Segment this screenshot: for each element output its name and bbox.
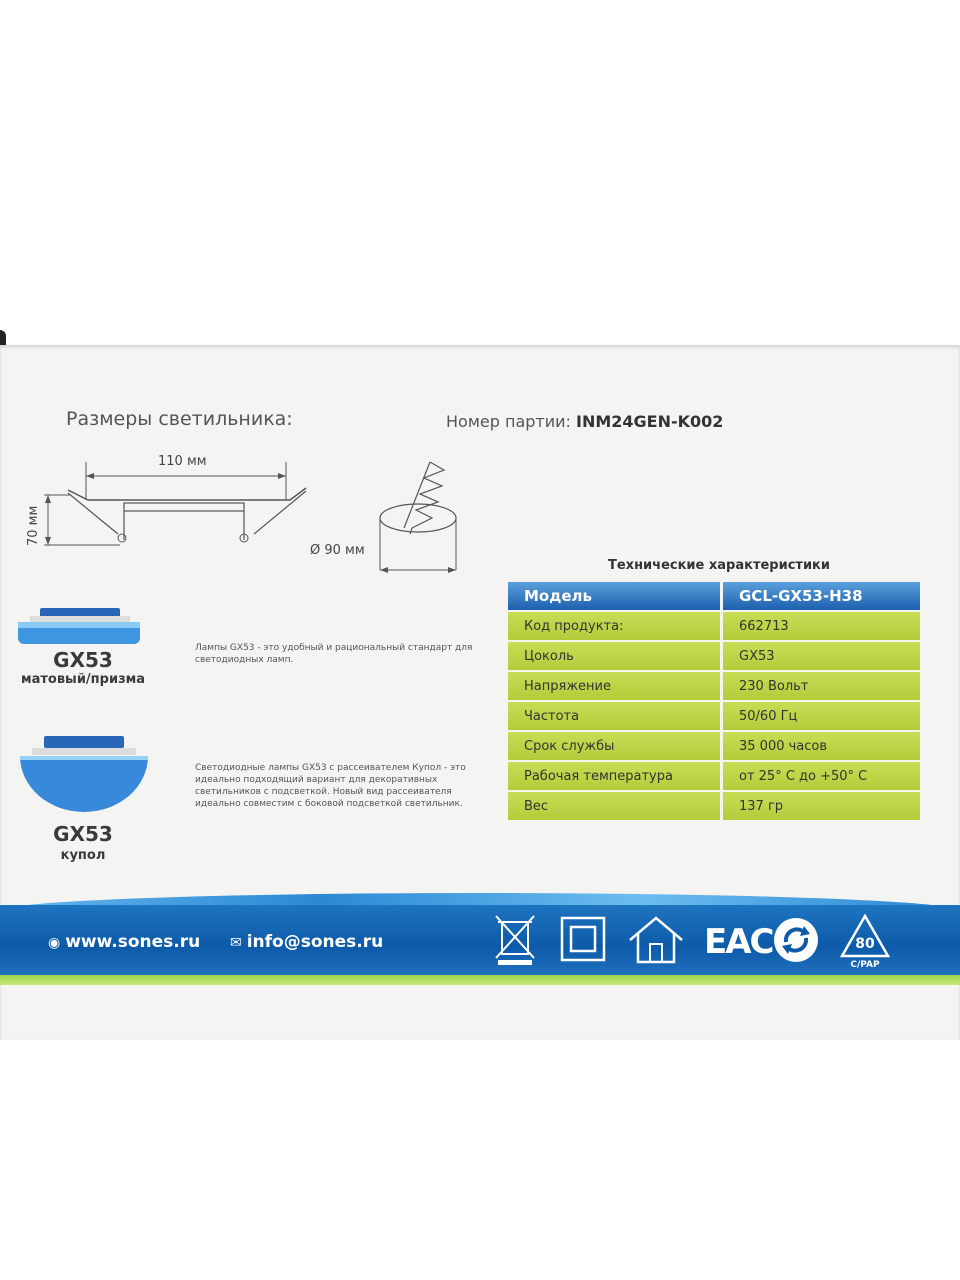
table-row <box>508 612 920 640</box>
height-label: 70 мм <box>26 505 41 546</box>
spec-value: 50/60 Гц <box>723 702 920 730</box>
lamp1-name: GX53 <box>53 648 113 672</box>
envelope-icon: ✉ <box>230 935 242 951</box>
specs-header-value: GCL-GX53-H38 <box>723 582 920 610</box>
eac-mark-icon: EAC <box>704 922 773 962</box>
spec-value: 137 гр <box>723 792 920 820</box>
table-row <box>508 792 920 820</box>
batch-number: INM24GEN-K002 <box>576 412 724 431</box>
spec-value: от 25° С до +50° С <box>723 762 920 790</box>
table-row <box>508 642 920 670</box>
diameter-label: Ø 90 мм <box>310 543 365 558</box>
table-row <box>508 762 920 790</box>
no-trash-icon <box>490 912 540 968</box>
lamp1-type: матовый/призма <box>20 672 146 687</box>
recycle-material: C/PAP <box>850 960 880 970</box>
spec-label: Срок службы <box>508 732 723 760</box>
spec-value: 230 Вольт <box>723 672 920 700</box>
table-row <box>508 732 920 760</box>
gx53-prism-lamp-icon <box>18 608 140 644</box>
specs-table <box>508 580 920 822</box>
lamp2-name: GX53 <box>53 822 113 846</box>
spec-label: Вес <box>508 792 723 820</box>
dimensions-title: Размеры светильника: <box>66 408 293 430</box>
specs-header-row <box>508 582 920 610</box>
recycle-code: 80 <box>855 936 875 952</box>
spec-value: GX53 <box>723 642 920 670</box>
spec-label: Частота <box>508 702 723 730</box>
spec-label: Цоколь <box>508 642 723 670</box>
gx53-dome-lamp-icon <box>20 736 148 812</box>
spec-value: 662713 <box>723 612 920 640</box>
spec-label: Напряжение <box>508 672 723 700</box>
lamp2-type: купол <box>60 848 106 863</box>
double-insulation-icon <box>558 912 608 968</box>
cpap-recycle-icon <box>838 912 892 970</box>
lamp2-description: Светодиодные лампы GX53 с рассеивателем Купол - это идеально подходящий вариант для декоративных светильников с подсветкой. Новый вид рассеивателя идеально совместим с боковой подсветкой светильник. <box>195 763 466 809</box>
email-link[interactable] <box>230 932 383 952</box>
table-row <box>508 702 920 730</box>
globe-icon: ◉ <box>48 935 61 951</box>
spec-value: 35 000 часов <box>723 732 920 760</box>
spec-label: Код продукта: <box>508 612 723 640</box>
width-label: 110 мм <box>158 454 207 469</box>
specs-title: Технические характеристики <box>608 558 830 573</box>
batch-label: Номер партии: <box>446 412 571 431</box>
table-row <box>508 672 920 700</box>
website-text: www.sones.ru <box>65 932 201 952</box>
banner-green-stripe <box>0 975 960 985</box>
email-text: info@sones.ru <box>246 932 384 952</box>
lamp1-description: Лампы GX53 - это удобный и рациональный стандарт для светодиодных ламп. <box>195 643 473 665</box>
specs-header-label: Модель <box>508 582 723 610</box>
spec-label: Рабочая температура <box>508 762 723 790</box>
website-link[interactable] <box>48 932 200 952</box>
indoor-use-icon <box>626 912 688 968</box>
recycle-icon <box>770 912 822 968</box>
